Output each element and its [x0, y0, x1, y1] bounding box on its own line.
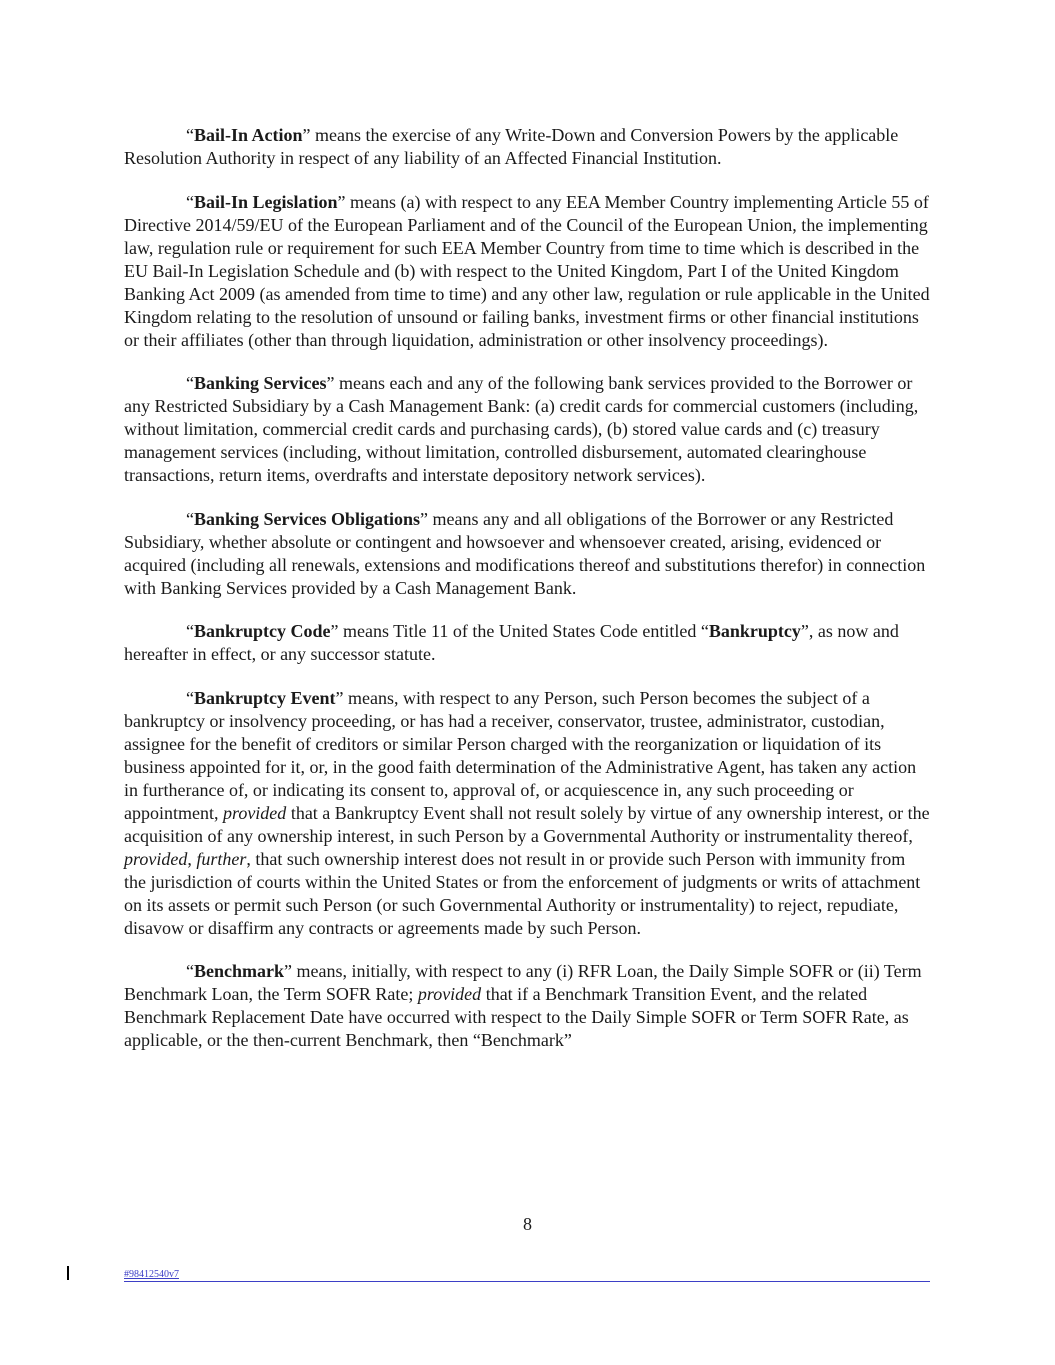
paragraph-text: that a Bankruptcy Event shall not result solely by virtue of any ownership interest, or the acquisition of any ownership interest, in such Person by a Governmental Authority or instrumentality thereof,: [124, 802, 930, 846]
definition-paragraph: [124, 372, 930, 487]
paragraph-text: ” means the exercise of any Write-Down and Conversion Powers by the applicable Resolution Authority in respect of any liability of an Affected Financial Institution.: [124, 125, 899, 168]
document-body: [124, 124, 930, 1073]
paragraph-text: “: [186, 961, 194, 981]
paragraph-text: ” means Title 11 of the United States Code entitled “: [330, 621, 709, 641]
page-number: 8: [523, 1214, 532, 1234]
paragraph-text: ” means any and all obligations of the Borrower or any Restricted Subsidiary, whether absolute or contingent and howsoever and whensoever created, arising, evidenced or acquired (including all renewals, extensions and modifications thereof and substitutions therefor) in connection with Banking Services provided by a Cash Management Bank.: [124, 508, 926, 598]
defined-term: Bankruptcy: [708, 621, 801, 641]
definition-paragraph: [124, 960, 930, 1052]
paragraph-text: “: [186, 125, 194, 145]
defined-term: Benchmark: [194, 961, 284, 981]
paragraph-text: “: [186, 373, 194, 393]
italic-term: provided: [124, 848, 188, 869]
paragraph-text: ” means, with respect to any Person, such Person becomes the subject of a bankruptcy or insolvency proceeding, or has had a receiver, conservator, trustee, administrator, custodian, assignee for the benefit of creditors or similar Person charged with the reorganization or liquidation of its business appointed for it, or, in the good faith determination of the Administrative Agent, has taken any action in furtherance of, or indicating its consent to, approval of, or acquiescence in, any such proceeding or appointment,: [124, 687, 917, 823]
defined-term: Banking Services Obligations: [194, 508, 421, 529]
document-id: #98412540v7: [124, 1269, 179, 1280]
italic-term: provided: [222, 802, 287, 823]
defined-term: Bail-In Legislation: [194, 191, 338, 212]
paragraph-text: ,: [187, 848, 197, 869]
paragraph-text: ”, as now and hereafter in effect, or any successor statute.: [124, 621, 899, 664]
paragraph-text: ” means (a) with respect to any EEA Member Country implementing Article 55 of Directive 2014/59/EU of the European Parliament and of the Council of the European Union, the implementing law, regulation rule or requirement for such EEA Member Country from time to time which is described in the EU Bail-In Legislation Schedule and (b) with respect to the United Kingdom, Part I of the United Kingdom Banking Act 2009 (as amended from time to time) and any other law, regulation or rule applicable in the United Kingdom relating to the resolution of unsound or failing banks, investment firms or other financial institutions or their affiliates (other than through liquidation, administration or other insolvency proceedings).: [124, 191, 930, 350]
paragraph-text: “: [186, 191, 194, 212]
defined-term: Banking Services: [194, 373, 327, 393]
footer-rule: [124, 1281, 930, 1282]
definition-paragraph: [124, 620, 930, 666]
defined-term: Bankruptcy Code: [194, 621, 331, 641]
defined-term: Bankruptcy Event: [194, 687, 336, 708]
definition-paragraph: [124, 191, 930, 352]
paragraph-text: “: [186, 508, 194, 529]
definition-paragraph: [124, 124, 930, 170]
definition-paragraph: [124, 508, 930, 600]
defined-term: Bail-In Action: [194, 125, 303, 145]
paragraph-text: ” means, initially, with respect to any (i) RFR Loan, the Daily Simple SOFR or (ii) Term Benchmark Loan, the Term SOFR Rate;: [124, 961, 922, 1004]
paragraph-text: ” means each and any of the following bank services provided to the Borrower or any Restricted Subsidiary by a Cash Management Bank: (a) credit cards for commercial customers (including, without limitation, commercial credit cards and purchasing cards), (b) stored value cards and (c) treasury management services (including, without limitation, controlled disbursement, automated clearinghouse transactions, return items, overdrafts and interstate depository network services).: [124, 373, 919, 485]
paragraph-text: “: [186, 687, 194, 708]
paragraph-text: , that such ownership interest does not result in or provide such Person with immunity from the jurisdiction of courts within the United States or from the enforcement of judgments or writs of attachment on its assets or permit such Person (or such Governmental Authority or instrumentality) to reject, repudiate, disavow or disaffirm any contracts or agreements made by such Person.: [124, 848, 921, 938]
paragraph-text: “: [186, 621, 194, 641]
definition-paragraph: [124, 687, 930, 940]
paragraph-text: that if a Benchmark Transition Event, and the related Benchmark Replacement Date have occurred with respect to the Daily Simple SOFR or Term SOFR Rate, as applicable, or the then-current Benchmark, then “Benchmark”: [124, 984, 909, 1050]
revision-change-bar: [67, 1266, 69, 1280]
italic-term: further: [196, 848, 247, 869]
italic-term: provided: [417, 984, 482, 1004]
